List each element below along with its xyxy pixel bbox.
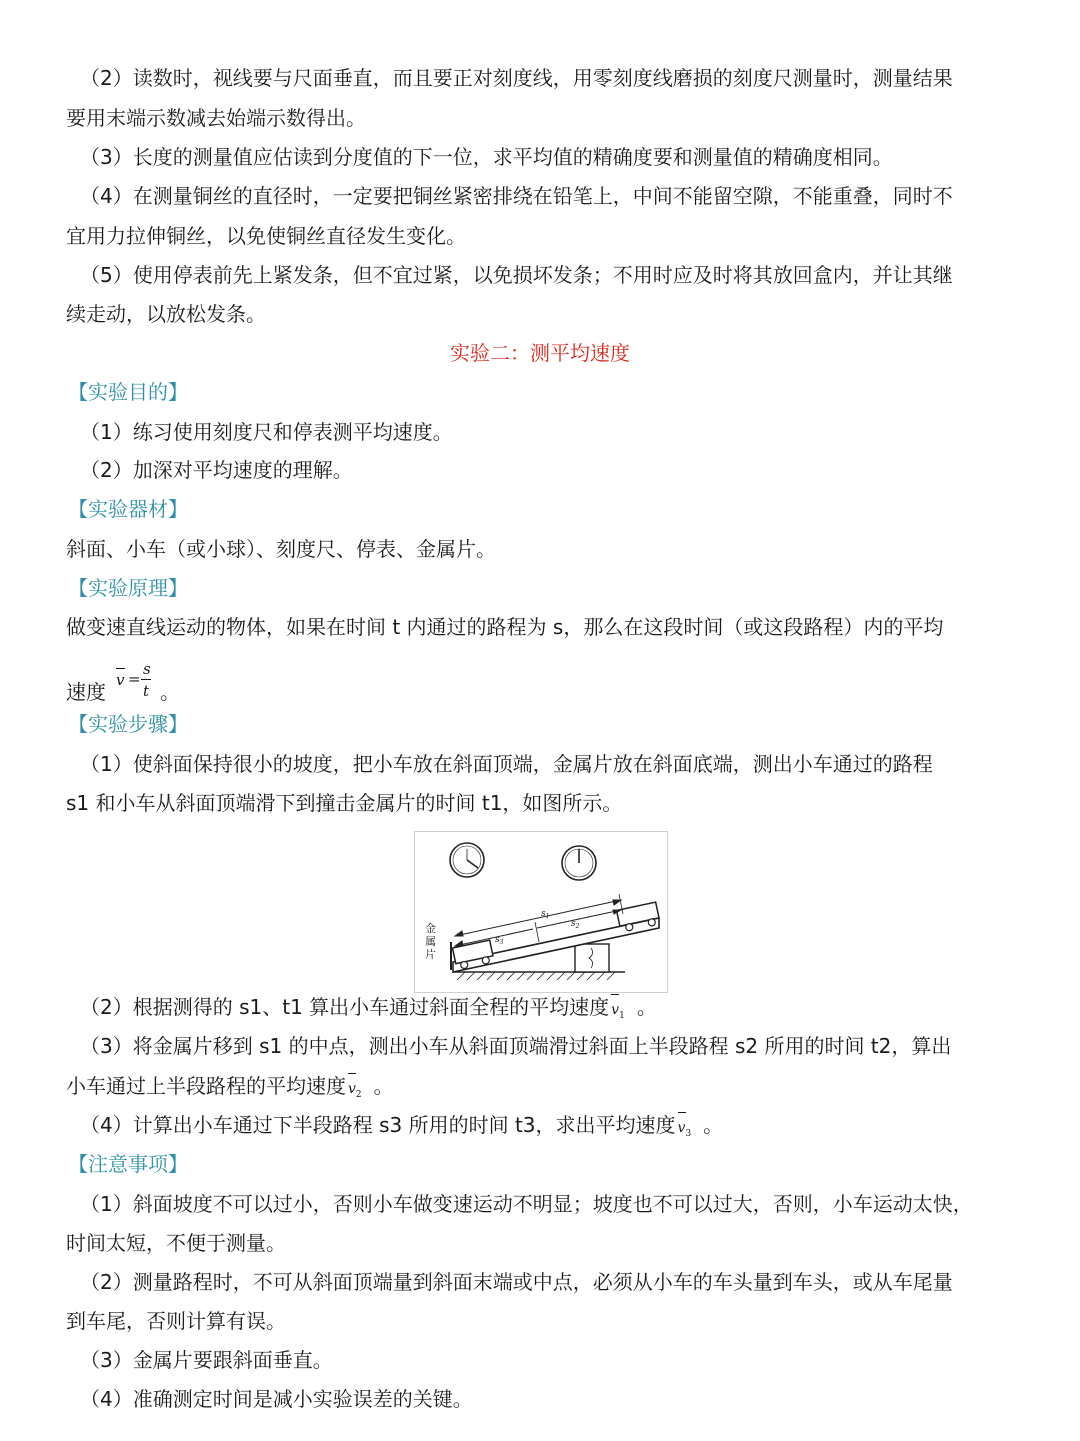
principle-line-2-prefix: 速度 bbox=[66, 680, 106, 704]
prev-point-5-line-2: 续走动，以放松发条。 bbox=[66, 302, 266, 326]
equipment-heading: 【实验器材】 bbox=[68, 497, 188, 521]
s3-arrow bbox=[455, 929, 533, 946]
steps-heading: 【实验步骤】 bbox=[68, 712, 188, 736]
average-speed-formula bbox=[108, 652, 168, 702]
formula-v-bar bbox=[116, 668, 125, 669]
stopwatch-left-icon bbox=[450, 843, 484, 877]
note-3: （3）金属片要跟斜面垂直。 bbox=[80, 1348, 333, 1372]
note-2-line-2: 到车尾，否则计算有误。 bbox=[66, 1309, 286, 1333]
step-3-line-1: （3）将金属片移到 s1 的中点，测出小车从斜面顶端滑过斜面上半段路程 s2 所用的时间 t2，算出 bbox=[80, 1034, 952, 1058]
note-2-line-1: （2）测量路程时，不可从斜面顶端量到斜面末端或中点，必须从小车的车头量到车头，或从车尾量 bbox=[80, 1270, 953, 1294]
formula-equals: = bbox=[128, 670, 141, 688]
purpose-item-1: （1）练习使用刻度尺和停表测平均速度。 bbox=[80, 420, 453, 444]
prev-point-2-line-1: （2）读数时，视线要与尺面垂直，而且要正对刻度线，用零刻度线磨损的刻度尺测量时，测量结果 bbox=[80, 66, 953, 90]
principle-line-2-suffix: 。 bbox=[160, 680, 180, 704]
stopwatch-right-icon bbox=[562, 846, 596, 880]
principle-line-1: 做变速直线运动的物体，如果在时间 t 内通过的路程为 s，那么在这段时间（或这段路程）内的平均 bbox=[66, 615, 944, 639]
purpose-heading: 【实验目的】 bbox=[68, 380, 188, 404]
step-1-line-2: s1 和小车从斜面顶端滑下到撞击金属片的时间 t1，如图所示。 bbox=[66, 791, 623, 815]
step-3-line-2: 小车通过上半段路程的平均速度 $v_2$ 。 bbox=[66, 1072, 394, 1109]
ground-hatching bbox=[457, 972, 615, 980]
incline-experiment-figure bbox=[414, 831, 668, 993]
v2-symbol: $v_2$ bbox=[348, 1075, 362, 1109]
v1-symbol: $v_1$ bbox=[611, 996, 625, 1030]
prev-point-5-line-1: （5）使用停表前先上紧发条，但不宜过紧，以免损坏发条；不用时应及时将其放回盒内，并让其继 bbox=[80, 263, 953, 287]
s1-label: $s_1$ bbox=[541, 909, 550, 920]
prev-point-4-line-1: （4）在测量铜丝的直径时，一定要把铜丝紧密排绕在铅笔上，中间不能留空隙，不能重叠，同时不 bbox=[80, 184, 953, 208]
equipment-text: 斜面、小车（或小球）、刻度尺、停表、金属片。 bbox=[66, 537, 496, 561]
note-1-line-2: 时间太短，不便于测量。 bbox=[66, 1231, 286, 1255]
prev-point-4-line-2: 宜用力拉伸铜丝，以免使铜丝直径发生变化。 bbox=[66, 224, 466, 248]
metal-plate-label: 金 属 片 bbox=[425, 922, 436, 961]
experiment-title: 实验二：测平均速度 bbox=[450, 341, 630, 365]
prev-point-2-line-2: 要用末端示数减去始端示数得出。 bbox=[66, 106, 366, 130]
s1-arrow bbox=[455, 900, 621, 936]
s3-label: $s_3$ bbox=[495, 935, 504, 946]
formula-fraction-bar bbox=[141, 679, 151, 680]
step-1-line-1: （1）使斜面保持很小的坡度，把小车放在斜面顶端，金属片放在斜面底端，测出小车通过的路程 bbox=[80, 752, 933, 776]
incline-diagram bbox=[415, 832, 667, 992]
support-block bbox=[575, 944, 609, 972]
v3-symbol: $v_3$ bbox=[678, 1114, 692, 1148]
note-4: （4）准确测定时间是减小实验误差的关键。 bbox=[80, 1387, 473, 1411]
formula-v: v bbox=[116, 671, 125, 689]
notes-heading: 【注意事项】 bbox=[68, 1152, 188, 1176]
note-1-line-1: （1）斜面坡度不可以过小，否则小车做变速运动不明显；坡度也不可以过大，否则，小车运动太快， bbox=[80, 1192, 973, 1216]
step-2: （2）根据测得的 s1、t1 算出小车通过斜面全程的平均速度 $v_1$ 。 bbox=[80, 993, 657, 1030]
prev-point-3: （3）长度的测量值应估读到分度值的下一位，求平均值的精确度要和测量值的精确度相同。 bbox=[80, 145, 893, 169]
step-4: （4）计算出小车通过下半段路程 s3 所用的时间 t3，求出平均速度 $v_3$ 。 bbox=[80, 1111, 723, 1148]
purpose-item-2: （2）加深对平均速度的理解。 bbox=[80, 458, 353, 482]
s2-label: $s_2$ bbox=[571, 919, 580, 930]
formula-denominator: t bbox=[143, 682, 150, 700]
formula-numerator: s bbox=[143, 660, 151, 678]
principle-heading: 【实验原理】 bbox=[68, 576, 188, 600]
